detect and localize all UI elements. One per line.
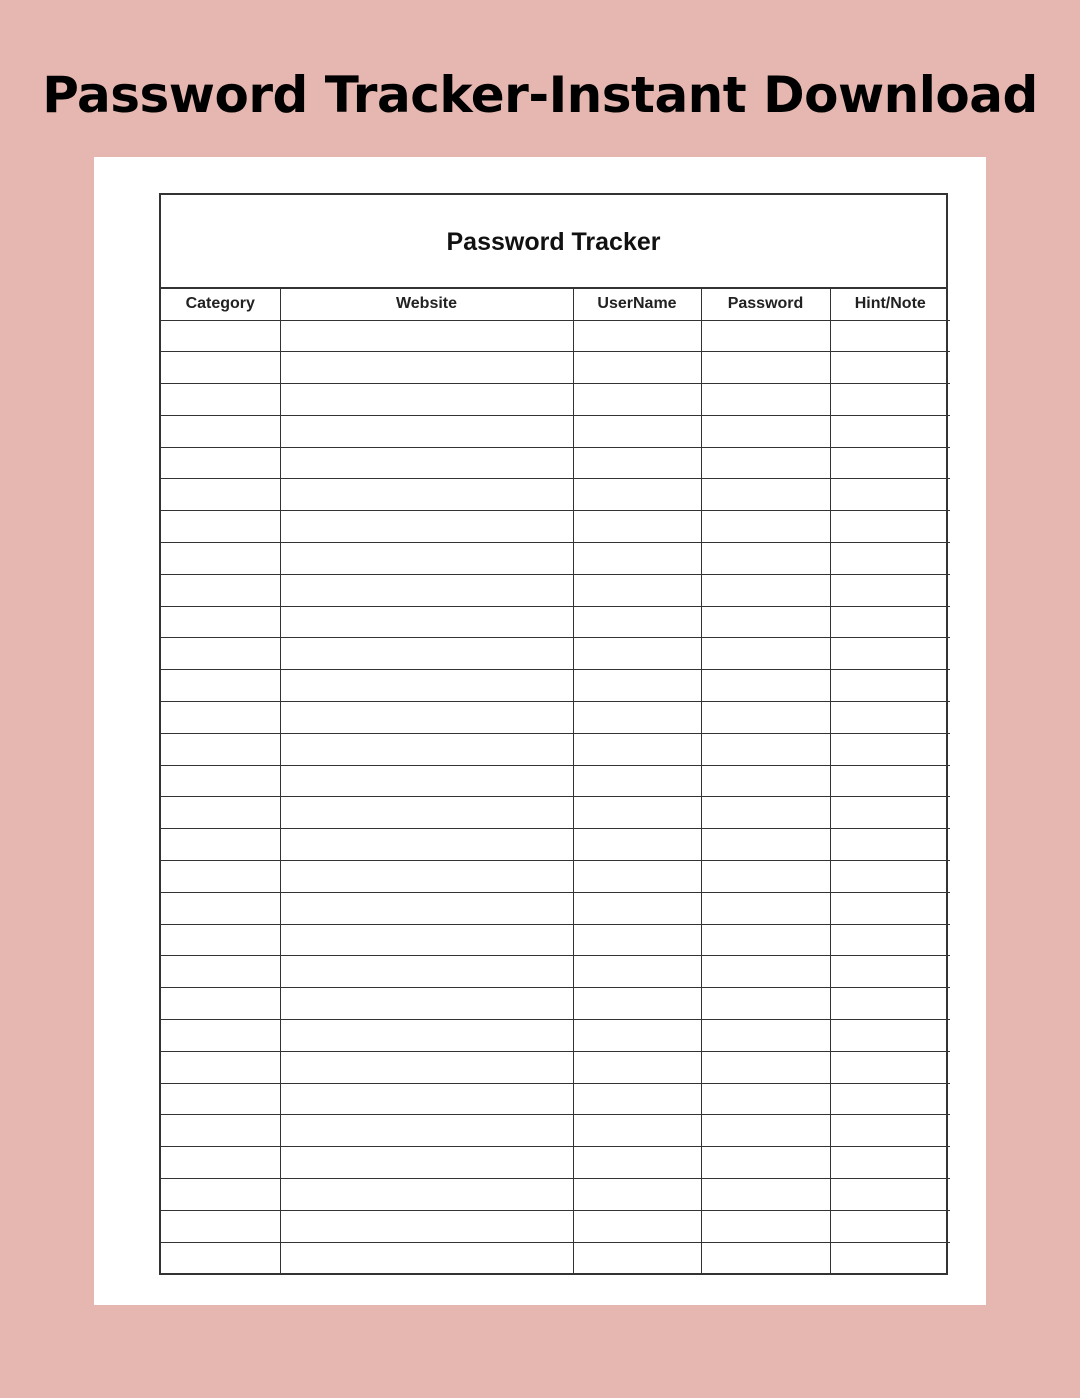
cell-username[interactable]: [573, 574, 701, 606]
cell-website[interactable]: [280, 543, 573, 575]
cell-category[interactable]: [161, 447, 280, 479]
cell-website[interactable]: [280, 320, 573, 352]
cell-category[interactable]: [161, 733, 280, 765]
table-row: [161, 670, 950, 702]
cell-hint[interactable]: [830, 1242, 950, 1274]
cell-password[interactable]: [701, 1179, 830, 1211]
table-row: [161, 479, 950, 511]
cell-hint[interactable]: [830, 733, 950, 765]
cell-password[interactable]: [701, 956, 830, 988]
cell-website[interactable]: [280, 956, 573, 988]
cell-category[interactable]: [161, 479, 280, 511]
table-row: [161, 956, 950, 988]
cell-website[interactable]: [280, 1115, 573, 1147]
cell-category[interactable]: [161, 956, 280, 988]
table-row: [161, 1020, 950, 1052]
cell-category[interactable]: [161, 797, 280, 829]
table-row: [161, 606, 950, 638]
cell-website[interactable]: [280, 1083, 573, 1115]
cell-category[interactable]: [161, 988, 280, 1020]
cell-website[interactable]: [280, 1179, 573, 1211]
cell-username[interactable]: [573, 606, 701, 638]
cell-password[interactable]: [701, 1147, 830, 1179]
cell-website[interactable]: [280, 479, 573, 511]
table-row: [161, 1083, 950, 1115]
cell-website[interactable]: [280, 1210, 573, 1242]
column-header-password: Password: [701, 289, 830, 320]
cell-website[interactable]: [280, 384, 573, 416]
cell-username[interactable]: [573, 1179, 701, 1211]
cell-category[interactable]: [161, 670, 280, 702]
cell-hint[interactable]: [830, 1210, 950, 1242]
cell-category[interactable]: [161, 352, 280, 384]
cell-category[interactable]: [161, 511, 280, 543]
cell-password[interactable]: [701, 765, 830, 797]
cell-username[interactable]: [573, 956, 701, 988]
cell-password[interactable]: [701, 670, 830, 702]
cell-username[interactable]: [573, 638, 701, 670]
cell-category[interactable]: [161, 543, 280, 575]
table-row: [161, 1115, 950, 1147]
cell-website[interactable]: [280, 702, 573, 734]
cell-username[interactable]: [573, 511, 701, 543]
cell-hint[interactable]: [830, 956, 950, 988]
cell-category[interactable]: [161, 1115, 280, 1147]
banner-title: Password Tracker-Instant Download: [42, 66, 1038, 124]
cell-website[interactable]: [280, 797, 573, 829]
table-row: [161, 574, 950, 606]
cell-hint[interactable]: [830, 511, 950, 543]
cell-hint[interactable]: [830, 892, 950, 924]
cell-password[interactable]: [701, 733, 830, 765]
cell-username[interactable]: [573, 1115, 701, 1147]
cell-password[interactable]: [701, 924, 830, 956]
cell-hint[interactable]: [830, 447, 950, 479]
cell-username[interactable]: [573, 1051, 701, 1083]
cell-website[interactable]: [280, 1020, 573, 1052]
table-row: [161, 1179, 950, 1211]
cell-hint[interactable]: [830, 797, 950, 829]
tracker-title: Password Tracker: [161, 195, 946, 289]
cell-username[interactable]: [573, 1210, 701, 1242]
cell-username[interactable]: [573, 670, 701, 702]
cell-website[interactable]: [280, 574, 573, 606]
cell-category[interactable]: [161, 702, 280, 734]
cell-username[interactable]: [573, 1147, 701, 1179]
cell-username[interactable]: [573, 733, 701, 765]
column-header-username: UserName: [573, 289, 701, 320]
cell-website[interactable]: [280, 829, 573, 861]
cell-category[interactable]: [161, 638, 280, 670]
cell-category[interactable]: [161, 892, 280, 924]
cell-website[interactable]: [280, 1242, 573, 1274]
cell-password[interactable]: [701, 829, 830, 861]
cell-password[interactable]: [701, 479, 830, 511]
cell-category[interactable]: [161, 1147, 280, 1179]
cell-hint[interactable]: [830, 670, 950, 702]
cell-category[interactable]: [161, 1083, 280, 1115]
table-row: [161, 352, 950, 384]
cell-category[interactable]: [161, 1051, 280, 1083]
cell-password[interactable]: [701, 892, 830, 924]
cell-website[interactable]: [280, 861, 573, 893]
cell-website[interactable]: [280, 606, 573, 638]
cell-hint[interactable]: [830, 1115, 950, 1147]
cell-hint[interactable]: [830, 606, 950, 638]
cell-category[interactable]: [161, 924, 280, 956]
cell-website[interactable]: [280, 511, 573, 543]
table-row: [161, 1242, 950, 1274]
password-tracker-form: [159, 193, 948, 1275]
cell-password[interactable]: [701, 320, 830, 352]
cell-category[interactable]: [161, 415, 280, 447]
cell-hint[interactable]: [830, 320, 950, 352]
cell-hint[interactable]: [830, 352, 950, 384]
cell-username[interactable]: [573, 702, 701, 734]
cell-website[interactable]: [280, 638, 573, 670]
cell-username[interactable]: [573, 479, 701, 511]
cell-password[interactable]: [701, 988, 830, 1020]
cell-hint[interactable]: [830, 765, 950, 797]
table-row: [161, 829, 950, 861]
cell-username[interactable]: [573, 415, 701, 447]
table-row: [161, 765, 950, 797]
table-row: [161, 861, 950, 893]
cell-hint[interactable]: [830, 638, 950, 670]
cell-category[interactable]: [161, 574, 280, 606]
cell-hint[interactable]: [830, 1179, 950, 1211]
cell-website[interactable]: [280, 352, 573, 384]
cell-username[interactable]: [573, 892, 701, 924]
table-row: [161, 892, 950, 924]
cell-category[interactable]: [161, 384, 280, 416]
table-row: [161, 924, 950, 956]
cell-website[interactable]: [280, 733, 573, 765]
table-row: [161, 511, 950, 543]
table-row: [161, 543, 950, 575]
cell-hint[interactable]: [830, 702, 950, 734]
cell-hint[interactable]: [830, 1083, 950, 1115]
table-row: [161, 447, 950, 479]
cell-category[interactable]: [161, 320, 280, 352]
cell-password[interactable]: [701, 1210, 830, 1242]
cell-website[interactable]: [280, 447, 573, 479]
cell-category[interactable]: [161, 1242, 280, 1274]
cell-category[interactable]: [161, 1179, 280, 1211]
cell-website[interactable]: [280, 924, 573, 956]
cell-username[interactable]: [573, 1020, 701, 1052]
table-row: [161, 988, 950, 1020]
cell-website[interactable]: [280, 892, 573, 924]
cell-password[interactable]: [701, 797, 830, 829]
cell-hint[interactable]: [830, 1051, 950, 1083]
cell-username[interactable]: [573, 320, 701, 352]
cell-password[interactable]: [701, 606, 830, 638]
column-header-category: Category: [161, 289, 280, 320]
cell-username[interactable]: [573, 543, 701, 575]
table-row: [161, 320, 950, 352]
table-row: [161, 1210, 950, 1242]
cell-password[interactable]: [701, 1115, 830, 1147]
table-row: [161, 384, 950, 416]
cell-category[interactable]: [161, 1210, 280, 1242]
table-body: [161, 320, 950, 1274]
cell-website[interactable]: [280, 670, 573, 702]
cell-username[interactable]: [573, 352, 701, 384]
table-row: [161, 702, 950, 734]
cell-hint[interactable]: [830, 384, 950, 416]
cell-password[interactable]: [701, 511, 830, 543]
cell-username[interactable]: [573, 765, 701, 797]
cell-hint[interactable]: [830, 988, 950, 1020]
cell-hint[interactable]: [830, 479, 950, 511]
cell-username[interactable]: [573, 861, 701, 893]
cell-password[interactable]: [701, 1020, 830, 1052]
cell-password[interactable]: [701, 1083, 830, 1115]
cell-category[interactable]: [161, 829, 280, 861]
table-row: [161, 797, 950, 829]
cell-hint[interactable]: [830, 574, 950, 606]
cell-hint[interactable]: [830, 415, 950, 447]
cell-password[interactable]: [701, 415, 830, 447]
cell-username[interactable]: [573, 1083, 701, 1115]
cell-password[interactable]: [701, 861, 830, 893]
password-table: [161, 289, 950, 1274]
cell-password[interactable]: [701, 638, 830, 670]
table-row: [161, 733, 950, 765]
cell-hint[interactable]: [830, 861, 950, 893]
table-row: [161, 1051, 950, 1083]
table-header-row: [161, 289, 950, 320]
cell-website[interactable]: [280, 988, 573, 1020]
cell-password[interactable]: [701, 1242, 830, 1274]
column-header-hint-note: Hint/Note: [830, 289, 950, 320]
table-row: [161, 638, 950, 670]
cell-website[interactable]: [280, 415, 573, 447]
cell-username[interactable]: [573, 1242, 701, 1274]
cell-password[interactable]: [701, 384, 830, 416]
cell-password[interactable]: [701, 447, 830, 479]
cell-hint[interactable]: [830, 829, 950, 861]
printable-sheet: [94, 157, 986, 1305]
cell-hint[interactable]: [830, 1147, 950, 1179]
cell-username[interactable]: [573, 924, 701, 956]
cell-username[interactable]: [573, 829, 701, 861]
cell-hint[interactable]: [830, 1020, 950, 1052]
cell-username[interactable]: [573, 988, 701, 1020]
cell-category[interactable]: [161, 606, 280, 638]
cell-website[interactable]: [280, 1147, 573, 1179]
cell-website[interactable]: [280, 1051, 573, 1083]
cell-password[interactable]: [701, 702, 830, 734]
cell-category[interactable]: [161, 861, 280, 893]
cell-password[interactable]: [701, 1051, 830, 1083]
table-row: [161, 1147, 950, 1179]
cell-hint[interactable]: [830, 924, 950, 956]
column-header-website: Website: [280, 289, 573, 320]
cell-username[interactable]: [573, 384, 701, 416]
cell-password[interactable]: [701, 352, 830, 384]
cell-username[interactable]: [573, 797, 701, 829]
cell-password[interactable]: [701, 574, 830, 606]
cell-password[interactable]: [701, 543, 830, 575]
cell-category[interactable]: [161, 1020, 280, 1052]
cell-hint[interactable]: [830, 543, 950, 575]
table-row: [161, 415, 950, 447]
cell-website[interactable]: [280, 765, 573, 797]
cell-username[interactable]: [573, 447, 701, 479]
cell-category[interactable]: [161, 765, 280, 797]
